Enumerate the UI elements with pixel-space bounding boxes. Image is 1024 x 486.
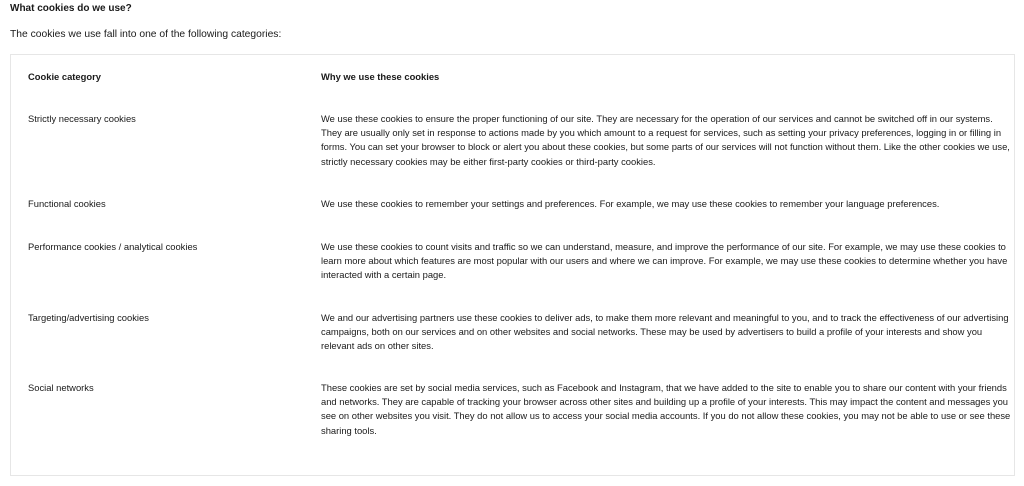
row-description: We and our advertising partners use these cookies to deliver ads, to make them more relevant and meaningful to you, and to track the effectiveness of our advertising campaigns, both on our services and on other websites and social networks. These may be used by advertisers to build a profile of your interests and show you relevant ads on other sites.: [321, 312, 1009, 352]
row-description: These cookies are set by social media services, such as Facebook and Instagram, that we have added to the site to enable you to share our content with your friends and networks. They are capable of tracking your browser across other sites and building up a profile of your interests. This may impact the content and messages you see on other websites you visit. They do not allow us to access your social media accounts. If you do not allow these cookies, you may not be able to use or see these sharing tools.: [321, 382, 1011, 436]
section-heading: What cookies do we use?: [10, 3, 132, 14]
column-header-reason: Why we use these cookies: [321, 71, 440, 82]
row-category: Targeting/advertising cookies: [28, 312, 149, 323]
row-category: Performance cookies / analytical cookies: [28, 241, 198, 252]
row-category: Strictly necessary cookies: [28, 113, 136, 124]
section-intro: The cookies we use fall into one of the following categories:: [10, 29, 282, 40]
row-category: Functional cookies: [28, 198, 106, 209]
row-category: Social networks: [28, 382, 94, 393]
cookie-table: [10, 54, 1015, 476]
column-header-category: Cookie category: [28, 71, 101, 82]
row-description: We use these cookies to remember your settings and preferences. For example, we may use these cookies to remember your language preferences.: [321, 198, 940, 209]
row-description: We use these cookies to count visits and traffic so we can understand, measure, and improve the performance of our site. For example, we may use these cookies to learn more about which features are most popular with our users and where we can improve. For example, we may use these cookies to determine whether you have interacted with a certain page.: [321, 241, 1008, 281]
row-description: We use these cookies to ensure the proper functioning of our site. They are necessary for the operation of our services and cannot be switched off in our systems. They are usually only set in response to actions made by you which amount to a request for services, such as setting your privacy preferences, logging in or filling in forms. You can set your browser to block or alert you about these cookies, but some parts of our services will not function without them. Like the other cookies we use, strictly necessary cookies may be either first-party cookies or third-party cookies.: [321, 113, 1010, 167]
